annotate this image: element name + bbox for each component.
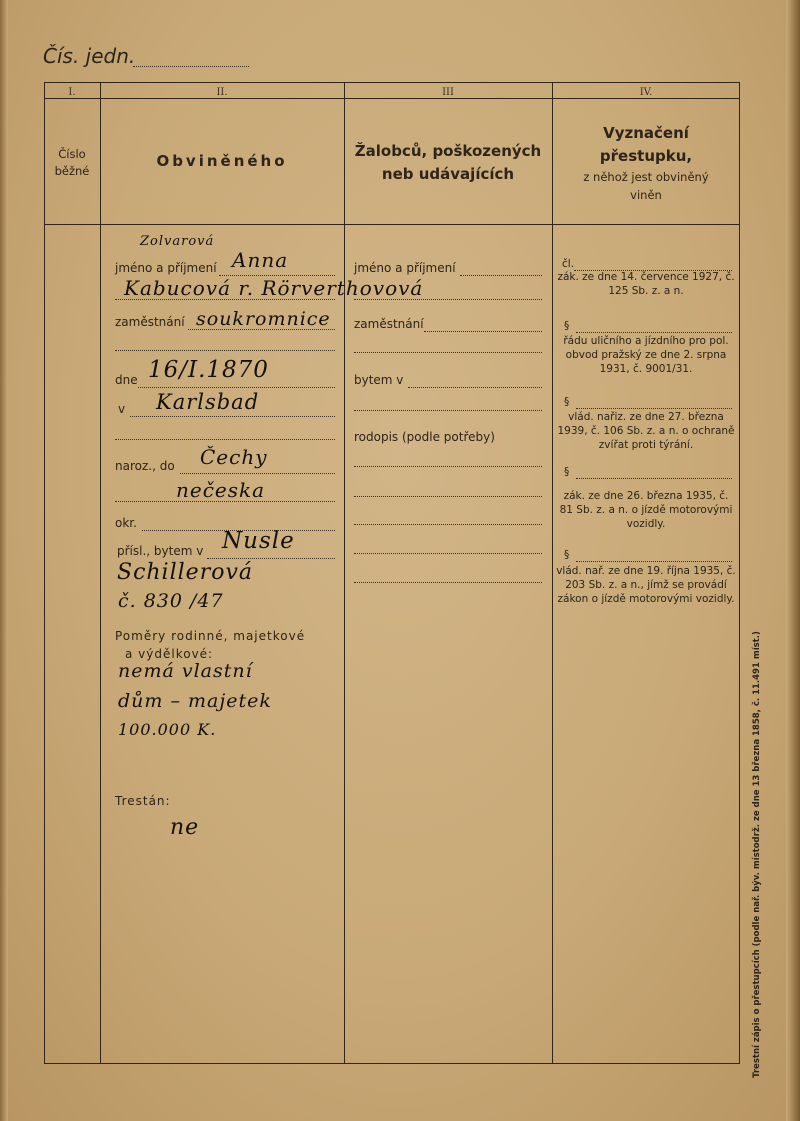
complainant-blank-line-5 — [354, 524, 542, 525]
handwritten-domicile: Čechy — [200, 445, 268, 469]
handwritten-punished: ne — [170, 815, 200, 840]
complainant-name-line-2 — [354, 299, 542, 300]
complainant-residence-label: bytem v — [354, 373, 404, 387]
offence-section-line-4 — [576, 561, 732, 562]
offence-section-line-3 — [576, 478, 732, 479]
header-row-divider — [44, 224, 740, 225]
offence-law-3: vlád. nařiz. ze dne 27. března 1939, č. 106 Sb. z. a n. o ochraně zvířat proti týrání. — [557, 411, 735, 451]
complainant-name-label: jméno a příjmení — [354, 261, 456, 275]
accused-circumstances-label — [115, 627, 305, 663]
complainant-blank-line-3 — [354, 466, 542, 467]
handwritten-street: Schillerová — [117, 560, 253, 585]
column-header-1-line2: běžné — [54, 164, 90, 178]
column-header-3-line1: Žalobců, poškozených — [354, 142, 542, 160]
accused-birthdate-line — [138, 387, 335, 388]
accused-circumstances-label-line1: Poměry rodinné, majetkové — [115, 629, 306, 643]
complainant-blank-line-1 — [354, 352, 542, 353]
handwritten-surname: Kabucová r. Rörverthovová — [124, 276, 424, 300]
handwritten-birthdate: 16/I.1870 — [148, 357, 269, 383]
paper-edge-right — [786, 0, 800, 1121]
handwritten-occupation: soukromnice — [196, 308, 331, 330]
form-title-side-note: Trestní zápis o přestupcích (podle nař. býv. místodrž. ze dne 13 března 1858, č. 11.491 míst.) — [752, 631, 762, 1078]
column-numeral-2: II. — [216, 87, 228, 98]
offence-section-line-2 — [576, 408, 732, 409]
numeral-row-divider — [44, 98, 740, 99]
column-divider-2 — [344, 82, 345, 1064]
reference-number-line — [133, 66, 249, 67]
handwritten-residence: Nusle — [222, 528, 295, 554]
handwritten-circumstances-3: 100.000 K. — [118, 720, 217, 739]
complainant-blank-line-2 — [354, 410, 542, 411]
column-header-1 — [44, 146, 100, 180]
column-header-4-line4: viněn — [630, 188, 662, 202]
offence-law-2: řádu uličního a jízdního pro pol. obvod pražský ze dne 2. srpna 1931, č. 9001/31. — [563, 335, 729, 375]
accused-birthdate-label: dne — [115, 373, 138, 387]
complainant-description-label: rodopis (podle potřeby) — [354, 430, 495, 444]
handwritten-domicile-2: nečeska — [176, 478, 266, 502]
handwritten-top-note: Zolvarová — [140, 234, 215, 249]
accused-district-label: okr. — [115, 516, 137, 530]
accused-residence-line — [207, 558, 335, 559]
accused-punished-label: Trestán: — [115, 794, 171, 808]
offence-section-label-3: § — [564, 466, 570, 478]
accused-birthplace-line — [130, 416, 335, 417]
accused-occupation-label: zaměstnání — [115, 315, 185, 329]
accused-residence-label: přísl., bytem v — [117, 544, 204, 558]
offence-article-label: čl. — [562, 258, 575, 270]
column-header-2: Obviněného — [156, 152, 288, 170]
offence-section-label-2: § — [564, 396, 570, 408]
complainant-blank-line-6 — [354, 553, 542, 554]
accused-surname-line — [115, 299, 335, 300]
handwritten-house-number: č. 830 /47 — [118, 590, 224, 612]
column-numeral-3: III — [442, 87, 454, 98]
column-header-4-line1: Vyznačení — [603, 124, 689, 142]
column-header-3-line2: neb udávajících — [381, 165, 515, 183]
complainant-residence-line — [408, 387, 542, 388]
complainant-occupation-label: zaměstnání — [354, 317, 424, 331]
column-numeral-1: I. — [68, 87, 76, 98]
accused-circumstances-label-line2: a výdělkové: — [125, 647, 214, 661]
complainant-blank-line-7 — [354, 582, 542, 583]
column-divider-1 — [100, 82, 101, 1064]
offence-section-label-1: § — [564, 320, 570, 332]
handwritten-first-name: Anna — [232, 248, 289, 272]
column-numeral-4: IV. — [639, 87, 653, 98]
accused-domicile-line — [180, 473, 335, 474]
column-header-1-line1: Číslo — [58, 147, 86, 161]
offence-law-4: zák. ze dne 26. března 1935, č. 81 Sb. z. a n. o jízdě motorovými vozidly. — [559, 490, 733, 530]
reference-number-label: Čís. jedn. — [43, 44, 136, 68]
complainant-blank-line-4 — [354, 496, 542, 497]
offence-law-1: zák. ze dne 14. července 1927, č. 125 Sb. z. a n. — [557, 271, 735, 297]
complainant-occupation-line — [424, 331, 542, 332]
offence-section-line-1 — [576, 332, 732, 333]
column-header-4-line2: přestupku, — [599, 147, 693, 165]
accused-blank-line-2 — [115, 439, 335, 440]
handwritten-birthplace: Karlsbad — [156, 390, 260, 414]
complainant-name-line — [460, 275, 542, 276]
accused-name-label: jméno a příjmení — [115, 261, 217, 275]
column-header-3 — [344, 140, 552, 186]
accused-blank-line-3 — [115, 501, 335, 502]
column-header-4-line3: z něhož jest obviněný — [583, 170, 709, 184]
accused-birthplace-label: v — [118, 402, 126, 416]
offence-section-label-4: § — [564, 549, 570, 561]
accused-domicile-label: naroz., do — [115, 459, 175, 473]
handwritten-circumstances-2: dům – majetek — [118, 690, 272, 712]
accused-blank-line-1 — [115, 350, 335, 351]
paper-edge-left — [0, 0, 8, 1121]
handwritten-circumstances-1: nemá vlastní — [118, 660, 253, 682]
offence-law-5: vlád. nař. ze dne 19. října 1935, č. 203 Sb. z. a n., jímž se provádí zákon o jízdě motorovými vozidly. — [556, 565, 736, 605]
column-header-4 — [552, 122, 740, 204]
column-divider-3 — [552, 82, 553, 1064]
